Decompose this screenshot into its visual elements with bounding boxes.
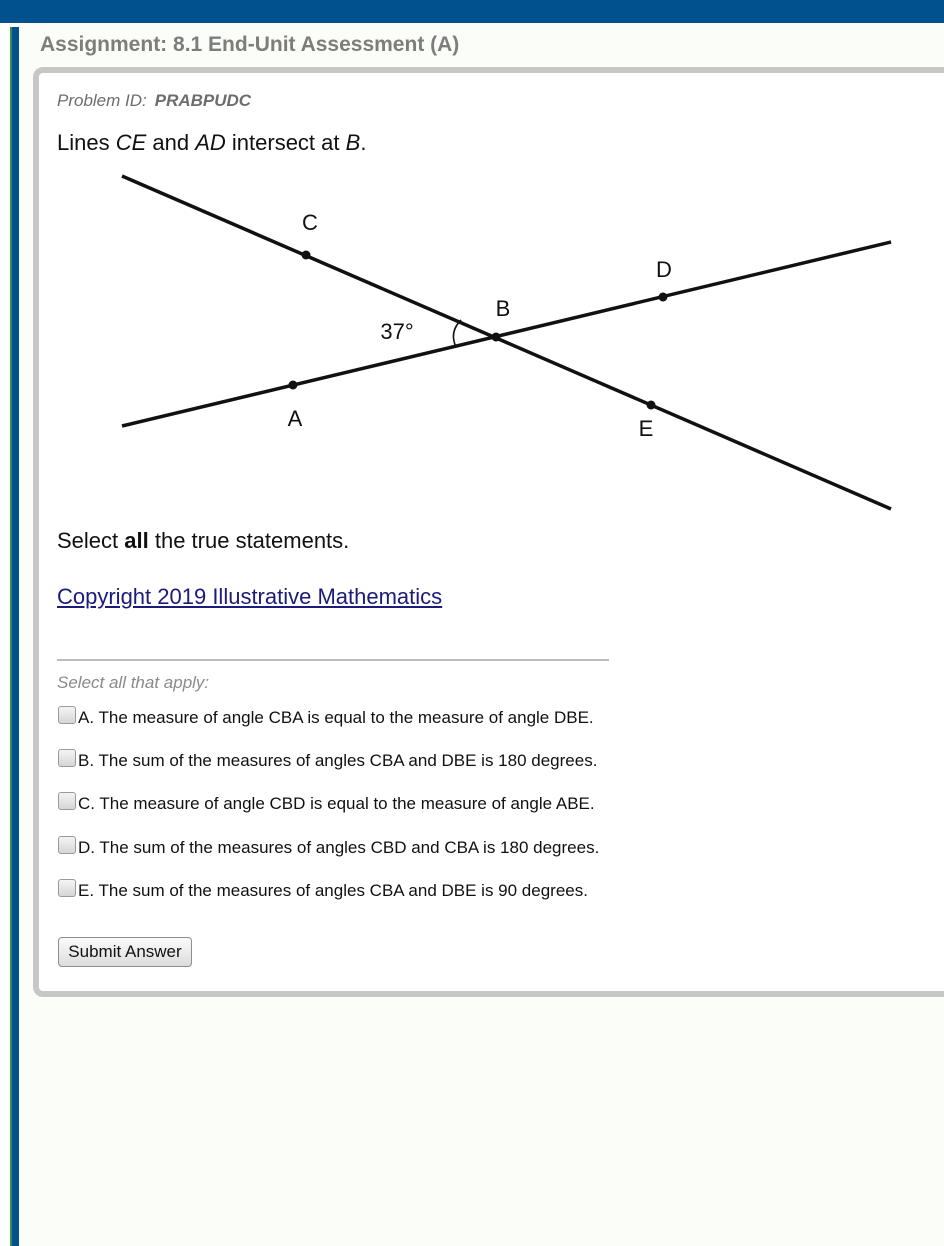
- option-c-label: C. The measure of angle CBD is equal to the measure of angle ABE.: [78, 794, 595, 813]
- point-b-dot: [492, 333, 501, 342]
- point-b-label: B: [495, 296, 511, 321]
- point-d-label: D: [656, 257, 672, 282]
- checkbox-a[interactable]: [58, 706, 76, 724]
- option-d-label: D. The sum of the measures of angles CBD and CBA is 180 degrees.: [78, 838, 600, 857]
- point-c-dot: [302, 251, 311, 260]
- assignment-title: Assignment: 8.1 End-Unit Assessment (A): [40, 33, 460, 56]
- prompt-before: Select: [57, 528, 125, 553]
- statement-end: .: [360, 130, 367, 155]
- statement-middle: and: [146, 130, 196, 155]
- answer-divider: [57, 659, 609, 661]
- statement-suffix: intersect at: [225, 130, 346, 155]
- statement-point-b: B: [345, 130, 361, 155]
- problem-id-label: Problem ID:: [57, 91, 147, 110]
- statement-line-ad: AD: [195, 130, 226, 155]
- point-a-label: A: [287, 406, 303, 431]
- statement-prefix: Lines: [57, 130, 116, 155]
- submit-answer-button[interactable]: Submit Answer: [58, 937, 192, 967]
- statement-line-ce: CE: [115, 130, 147, 155]
- checkbox-e[interactable]: [58, 879, 76, 897]
- checkbox-d[interactable]: [58, 836, 76, 854]
- problem-id-value: PRABPUDC: [154, 91, 252, 110]
- point-e-dot: [647, 401, 656, 410]
- question-prompt: [57, 528, 349, 554]
- prompt-bold: all: [124, 528, 149, 553]
- copyright-link[interactable]: Copyright 2019 Illustrative Mathematics: [57, 584, 443, 609]
- line-ad: [122, 242, 891, 426]
- checkbox-b[interactable]: [58, 749, 76, 767]
- point-c-label: C: [302, 210, 318, 235]
- prompt-after: the true statements.: [148, 528, 350, 553]
- select-instruction: Select all that apply:: [57, 673, 210, 692]
- intersecting-lines-figure: [0, 0, 944, 530]
- checkbox-c[interactable]: [58, 792, 76, 810]
- option-e-label: E. The sum of the measures of angles CBA and DBE is 90 degrees.: [78, 881, 588, 900]
- point-e-label: E: [638, 416, 654, 441]
- option-a-label: A. The measure of angle CBA is equal to the measure of angle DBE.: [78, 708, 594, 727]
- point-a-dot: [289, 381, 298, 390]
- angle-label: 37°: [380, 319, 414, 344]
- option-b-label: B. The sum of the measures of angles CBA and DBE is 180 degrees.: [78, 751, 598, 770]
- line-ce: [122, 176, 891, 509]
- point-d-dot: [659, 293, 668, 302]
